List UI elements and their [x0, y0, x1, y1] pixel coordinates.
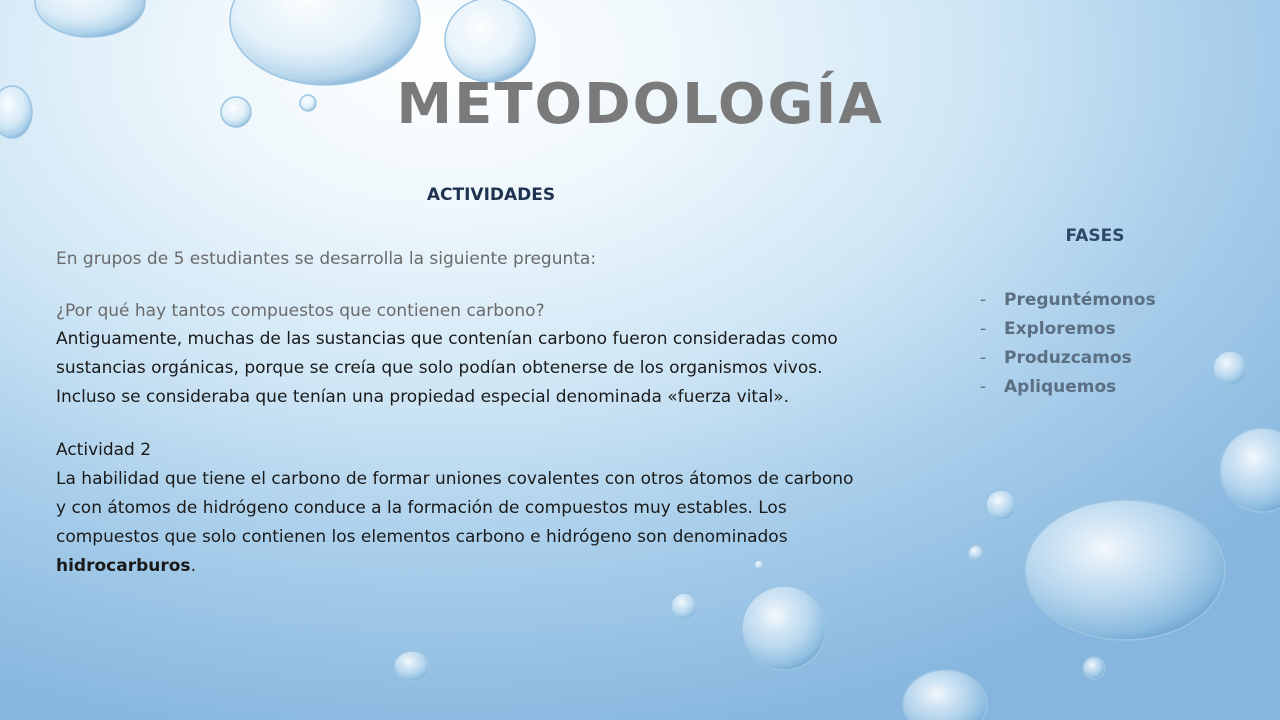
activities-intro: En grupos de 5 estudiantes se desarrolla la siguiente pregunta:	[56, 249, 597, 269]
activity-2-label: Actividad 2	[56, 440, 152, 460]
activities-section	[56, 185, 856, 581]
activities-question: ¿Por qué hay tantos compuestos que contienen carbono?	[56, 301, 545, 321]
activities-heading: ACTIVIDADES	[426, 185, 556, 205]
page-title: METODOLOGÍA	[396, 72, 884, 137]
activities-paragraph-2	[56, 465, 856, 581]
hydrocarbons-term: hidrocarburos	[56, 556, 191, 576]
paragraph-2-end: .	[190, 556, 196, 576]
activities-paragraph-1: Antiguamente, muchas de las sustancias que contenían carbono fueron consideradas como sustancias orgánicas, porque se creía que solo podían obtenerse de los organismos vivos. Incluso se consideraba que tenían una propiedad especial denominada «fuerza vital».	[56, 329, 838, 407]
phases-section	[980, 226, 1220, 402]
paragraph-2-text: La habilidad que tiene el carbono de formar uniones covalentes con otros átomos de carbono y con átomos de hidrógeno conduce a la formación de compuestos muy estables. Los compuestos que solo contienen los elementos carbono e hidrógeno son denominados	[56, 469, 854, 547]
phase-bullet: -	[980, 290, 987, 310]
phase-bullet: -	[980, 348, 987, 368]
phase-item	[980, 286, 1220, 315]
phase-item	[980, 373, 1220, 402]
phase-label: Preguntémonos	[1004, 290, 1156, 310]
phases-list	[980, 286, 1220, 402]
phase-item	[980, 315, 1220, 344]
phase-label: Produzcamos	[1004, 348, 1132, 368]
phase-bullet: -	[980, 319, 987, 339]
phase-label: Apliquemos	[1004, 377, 1117, 397]
phase-item	[980, 344, 1220, 373]
phase-bullet: -	[980, 377, 987, 397]
phase-label: Exploremos	[1004, 319, 1116, 339]
phases-heading: FASES	[1065, 226, 1125, 246]
